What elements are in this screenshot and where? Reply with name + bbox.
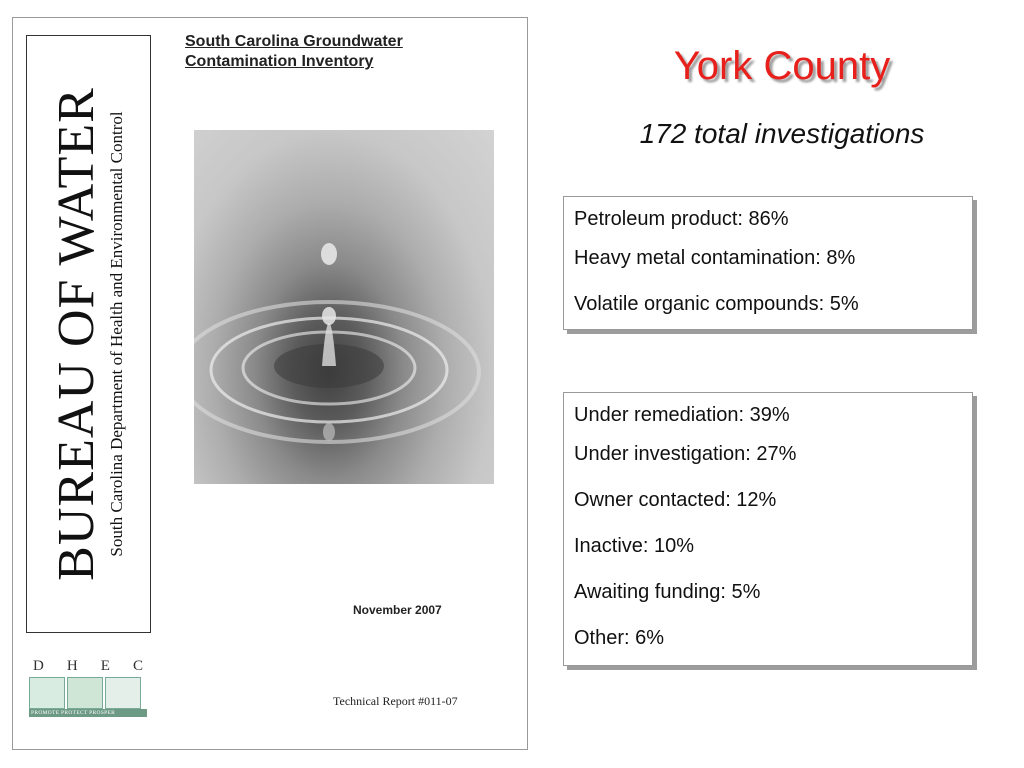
dhec-letter: E: [100, 658, 110, 674]
dhec-logo: [29, 658, 147, 717]
dhec-letters: [29, 658, 147, 675]
water-drop-photo: [194, 130, 494, 484]
report-title-line1: South Carolina Groundwater: [185, 33, 403, 50]
status-item: Inactive: 10%: [574, 535, 695, 557]
status-item: Owner contacted: 12%: [574, 489, 777, 511]
dhec-tile-icon: [29, 677, 65, 709]
report-date: November 2007: [353, 603, 442, 617]
slide-subtitle: 172 total investigations: [639, 118, 925, 149]
technical-report-number: Technical Report #011-07: [333, 694, 458, 708]
dhec-tagline: PROMOTE PROTECT PROSPER: [29, 709, 147, 717]
spine-subtitle: South Carolina Department of Health and Environmental Control: [106, 111, 126, 557]
status-box: [563, 392, 973, 666]
contaminant-item: Volatile organic compounds: 5%: [574, 293, 859, 315]
dhec-letter: D: [33, 658, 44, 674]
report-title: [185, 32, 485, 72]
contaminant-item: Petroleum product: 86%: [574, 208, 789, 230]
report-title-line2: Contamination Inventory: [185, 53, 374, 70]
status-item: Under investigation: 27%: [574, 443, 797, 465]
dhec-letter: H: [66, 658, 78, 674]
dhec-letter: C: [132, 658, 143, 674]
cover-spine-box: [26, 35, 151, 633]
report-cover: [12, 17, 528, 750]
contaminant-item: Heavy metal contamination: 8%: [574, 247, 856, 269]
status-item: Other: 6%: [574, 627, 665, 649]
contaminant-box: [563, 196, 973, 330]
slide-title: York County: [673, 44, 891, 88]
dhec-state-icon: [105, 677, 141, 709]
dhec-tree-icon: [67, 677, 103, 709]
status-item: Under remediation: 39%: [574, 404, 790, 426]
status-item: Awaiting funding: 5%: [574, 581, 761, 603]
spine-title: BUREAU OF WATER: [47, 87, 105, 581]
